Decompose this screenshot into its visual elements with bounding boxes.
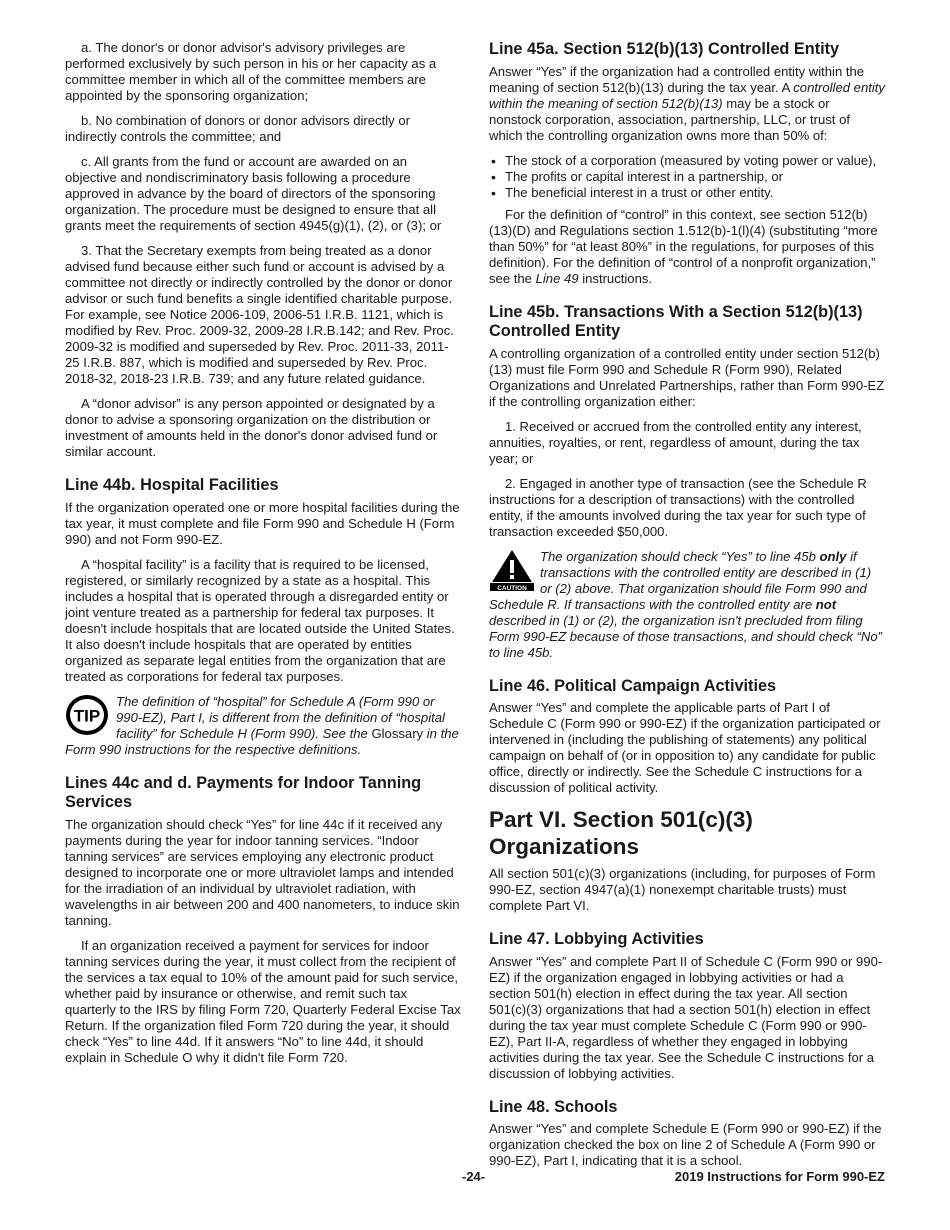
bullet-item: • The profits or capital interest in a partnership, or (489, 169, 885, 185)
paragraph-45a-2-italic: Line 49 (535, 270, 579, 286)
caution-text-2: if transactions with the controlled entity are described in (1) or (2) above. That organization should file Form 990 and Schedule R. If transactions with the controlled entity are (489, 548, 872, 612)
paragraph-45a-1 (489, 64, 885, 144)
paragraph-45a-2b: instructions. (578, 270, 653, 286)
heading-line-47: Line 47. Lobbying Activities (489, 930, 704, 948)
bullet-item: • The stock of a corporation (measured by voting power or value), (489, 153, 885, 169)
paragraph-44b-2: A “hospital facility” is a facility that is required to be licensed, registered, or similarly recognized by a state as a hospital. This includes a hospital that is operated through a disregarded entity or joint venture treated as a partnership for federal tax purposes. It doesn't include hospitals that are located outside the United States. It also doesn't include hospitals that are operated by entities organized as separate legal entities from the organization that are treated as corporations for federal tax purposes. (65, 556, 455, 684)
tip-note (65, 694, 461, 758)
paragraph-donor-advisor: A “donor advisor” is any person appointed or designated by a donor to advise a sponsoring organization on the distribution or investment of amounts held in the donor's donor advised fund or similar account. (65, 396, 438, 459)
paragraph-45b-1: A controlling organization of a controlled entity under section 512(b)(13) must file Form 990 and Schedule R (Form 990), Related Organizations and Unrelated Partnerships, rather than Form 990-EZ if the controlling organization either: (489, 345, 885, 409)
paragraph-44c-1: The organization should check “Yes” for line 44c if it received any payments during the year for indoor tanning services. “Indoor tanning services” are services employing any electronic product designed to incorporate one or more ultraviolet lamps and intended for the irradiation of an individual by ultraviolet radiation, with wavelengths in air between 200 and 400 nanometers, to induce skin tanning. (65, 816, 460, 928)
paragraph-46: Answer “Yes” and complete the applicable parts of Part I of Schedule C (Form 990 or 990-EZ) if the organization participated or intervened in (including the publishing of statements) any political campaign on behalf of (or in opposition to) any candidate for public office, directly or indirectly. See the Schedule C instructions for a discussion of political activity. (489, 700, 881, 795)
paragraph-45a-2a: For the definition of “control” in this context, see section 512(b)(13)(D) and Regulations section 1.512(b)-1(l)(4) (substituting “more than 50%” for “at least 80%” in the regulations, for purposes of this definition). For the definition of “control of a nonprofit organization,” see the (489, 206, 878, 286)
paragraph-b: b. No combination of donors or donor advisors directly or indirectly controls the committee; and (65, 113, 410, 144)
right-column (489, 40, 885, 1178)
tip-label: TIP (73, 706, 101, 725)
paragraph-47: Answer “Yes” and complete Part II of Schedule C (Form 990 or 990-EZ) if the organization engaged in lobbying activities or had a section 501(h) election in effect during the tax year. All section 501(c)(3) organizations that had a section 501(h) election in effect during the tax year must complete Schedule C (Form 990 or 990-EZ), Part II-A, regardless of whether they engaged in lobbying activities during the tax year. See the Schedule C instructions for a discussion of lobbying activities. (489, 953, 883, 1081)
bullet-item: • The beneficial interest in a trust or other entity. (489, 185, 885, 201)
caution-label: CAUTION (497, 584, 527, 591)
paragraph-45a-1-italic: controlled entity within the meaning of section 512(b)(13) (489, 79, 885, 111)
paragraph-45a-1a: Answer “Yes” if the organization had a controlled entity within the meaning of section 512(b)(13) during the tax year. A (489, 63, 865, 95)
tip-icon (65, 694, 111, 736)
paragraph-45b-3: 2. Engaged in another type of transaction (see the Schedule R instructions for a description of transactions) with the controlled entity, if the amounts involved during the tax year for such type of transaction exceeded $50,000. (489, 475, 867, 539)
heading-line-44b: Line 44b. Hospital Facilities (65, 476, 279, 494)
form-title: 2019 Instructions for Form 990-EZ (674, 1169, 885, 1184)
heading-line-45a: Line 45a. Section 512(b)(13) Controlled Entity (489, 40, 840, 58)
paragraph-c: c. All grants from the fund or account are awarded on an objective and nondiscriminatory basis following a procedure approved in advance by the board of directors of the sponsoring organization. The procedure must be designed to ensure that all grants meet the requirements of section 4945(g)(1), (2), or (3); or (65, 154, 442, 233)
paragraph-3: 3. That the Secretary exempts from being treated as a donor advised fund because either such fund or account is advised by a committee not directly or indirectly controlled by the donor or donor advisor or such fund benefits a single identified charitable purpose. For example, see Notice 2006-109, 2006-51 I.R.B. 1121, which is modified by Rev. Proc. 2009-32, 2009-28 I.R.B.142; and Rev. Proc. 2009-32 is modified and superseded by Rev. Proc. 2011-33, 2011-25 I.R.B. 887, which is modified and superseded by Rev. Proc. 2018-32, 2018-23 I.R.B. 739; and any future related guidance. (65, 243, 454, 386)
heading-line-46: Line 46. Political Campaign Activities (489, 676, 777, 695)
page-number: -24- (462, 1169, 486, 1184)
paragraph-45a-2 (489, 207, 885, 287)
paragraph-part-vi: All section 501(c)(3) organizations (including, for purposes of Form 990-EZ, section 4947(a)(1) nonexempt charitable trusts) must complete Part VI. (489, 866, 876, 913)
tip-glossary: Glossary (371, 725, 424, 741)
caution-only: only (819, 548, 847, 564)
heading-line-48: Line 48. Schools (489, 1097, 618, 1116)
left-column (65, 40, 461, 1075)
paragraph-44c-2: If an organization received a payment for services for indoor tanning services during the year, it must collect from the recipient of the services a tax equal to 10% of the amount paid for such service, whether paid by insurance or otherwise, and remit such tax quarterly to the IRS by filing Form 720, Quarterly Federal Excise Tax Return. If the organization filed Form 720 during the year, it should check “Yes” to line 44d. If it answers “No” to line 44d, it should explain in Schedule O why it didn't file Form 720. (65, 937, 461, 1065)
page-footer (0, 1169, 950, 1185)
caution-not: not (815, 596, 837, 612)
paragraph-44b-1: If the organization operated one or more hospital facilities during the tax year, it must complete and file Form 990 and Schedule H (Form 990) and not Form 990-EZ. (65, 499, 460, 547)
heading-part-vi: Part VI. Section 501(c)(3) Organizations (489, 807, 753, 859)
paragraph-45a-1b: may be a stock or nonstock corporation, association, partnership, LLC, or trust of which the controlling organization owns more than 50% of: (489, 95, 850, 143)
paragraph-a: a. The donor's or donor advisor's advisory privileges are performed exclusively by such person in his or her capacity as a committee member in which all of the committee members are appointed by the sponsoring organization; (65, 40, 437, 103)
heading-lines-44c-d: Lines 44c and d. Payments for Indoor Tanning Services (65, 773, 422, 811)
paragraph-45b-2: 1. Received or accrued from the controlled entity any interest, annuities, royalties, or rent, regardless of amount, during the tax year; or (489, 418, 862, 466)
tip-text (65, 694, 461, 758)
caution-text-1: The organization should check “Yes” to line 45b (540, 548, 820, 564)
paragraph-48: Answer “Yes” and complete Schedule E (Form 990 or 990-EZ) if the organization checked the box on line 2 of Schedule A (Form 990 or 990-EZ), Part I, indicating that it is a school. (489, 1121, 882, 1168)
caution-icon (489, 549, 535, 591)
caution-text (489, 549, 885, 661)
tip-text-2: in the Form 990 instructions for the respective definitions. (65, 725, 459, 757)
caution-note (489, 549, 885, 661)
tip-text-1: The definition of “hospital” for Schedule A (Form 990 or 990-EZ), Part I, is different from the definition of “hospital facility” for Schedule H (Form 990). See the (116, 693, 445, 741)
caution-text-3: described in (1) or (2), the organization isn't precluded from filing Form 990-EZ because of those transactions, and should check “No” to line 45b. (489, 612, 883, 660)
heading-line-45b: Line 45b. Transactions With a Section 512(b)(13) Controlled Entity (489, 302, 863, 340)
bullet-list (489, 153, 885, 201)
